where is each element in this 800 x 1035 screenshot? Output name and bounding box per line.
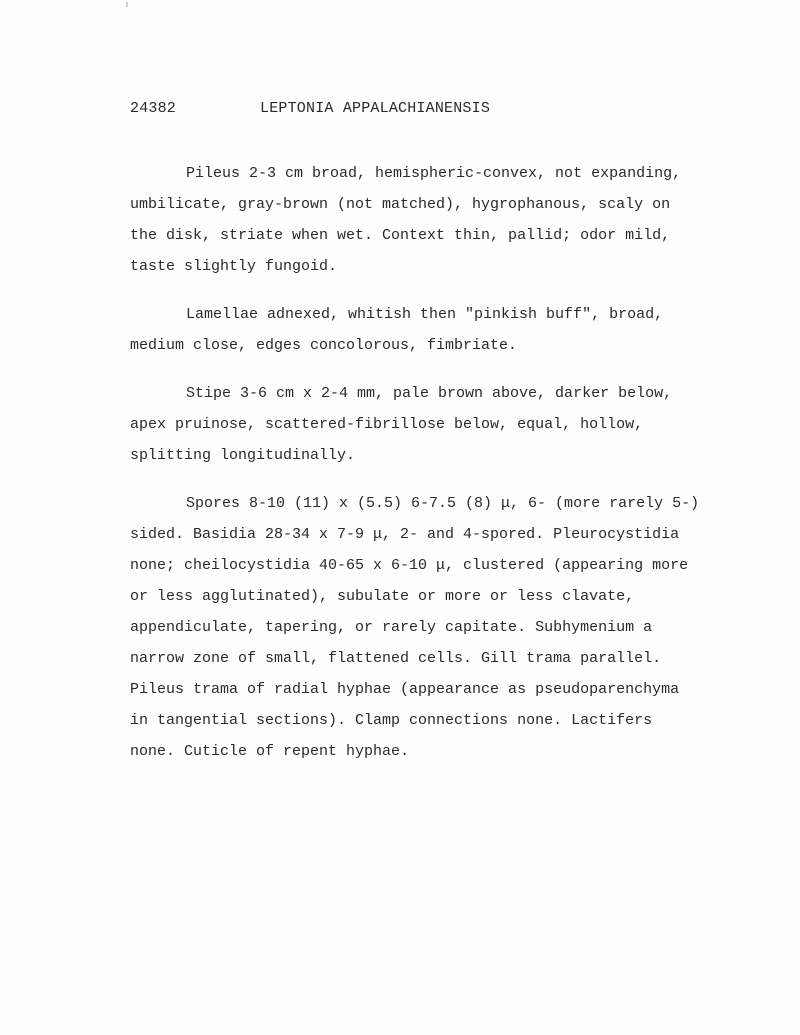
text-line: umbilicate, gray-brown (not matched), hygrophanous, scaly on bbox=[130, 196, 671, 213]
lamellae-paragraph bbox=[130, 299, 730, 361]
text-line: Spores 8-10 (11) x (5.5) 6-7.5 (8) μ, 6- (more rarely 5-) bbox=[186, 495, 700, 512]
text-line: Stipe 3-6 cm x 2-4 mm, pale brown above, darker below, bbox=[186, 385, 673, 402]
pileus-paragraph bbox=[130, 158, 730, 282]
text-line: medium close, edges concolorous, fimbriate. bbox=[130, 337, 518, 354]
species-name: LEPTONIA APPALACHIANENSIS bbox=[260, 100, 491, 117]
text-line: apex pruinose, scattered-fibrillose below, equal, hollow, bbox=[130, 416, 644, 433]
text-line: none. Cuticle of repent hyphae. bbox=[130, 743, 410, 760]
text-line: none; cheilocystidia 40-65 x 6-10 μ, clustered (appearing more bbox=[130, 557, 689, 574]
text-line: sided. Basidia 28-34 x 7-9 μ, 2- and 4-spored. Pleurocystidia bbox=[130, 526, 680, 543]
text-line: or less agglutinated), subulate or more or less clavate, bbox=[130, 588, 635, 605]
text-line: narrow zone of small, flattened cells. Gill trama parallel. bbox=[130, 650, 662, 667]
text-line: the disk, striate when wet. Context thin, pallid; odor mild, bbox=[130, 227, 671, 244]
text-line: splitting longitudinally. bbox=[130, 447, 356, 464]
spores-paragraph bbox=[130, 488, 730, 767]
specimen-number: 24382 bbox=[130, 100, 177, 117]
text-line: Pileus trama of radial hyphae (appearance as pseudoparenchyma bbox=[130, 681, 680, 698]
stipe-paragraph bbox=[130, 378, 730, 471]
text-line: in tangential sections). Clamp connections none. Lactifers bbox=[130, 712, 653, 729]
text-line: taste slightly fungoid. bbox=[130, 258, 338, 275]
text-line: Lamellae adnexed, whitish then "pinkish buff", broad, bbox=[186, 306, 664, 323]
text-line: Pileus 2-3 cm broad, hemispheric-convex, not expanding, bbox=[186, 165, 682, 182]
text-line: appendiculate, tapering, or rarely capitate. Subhymenium a bbox=[130, 619, 653, 636]
scan-mark bbox=[126, 2, 128, 7]
